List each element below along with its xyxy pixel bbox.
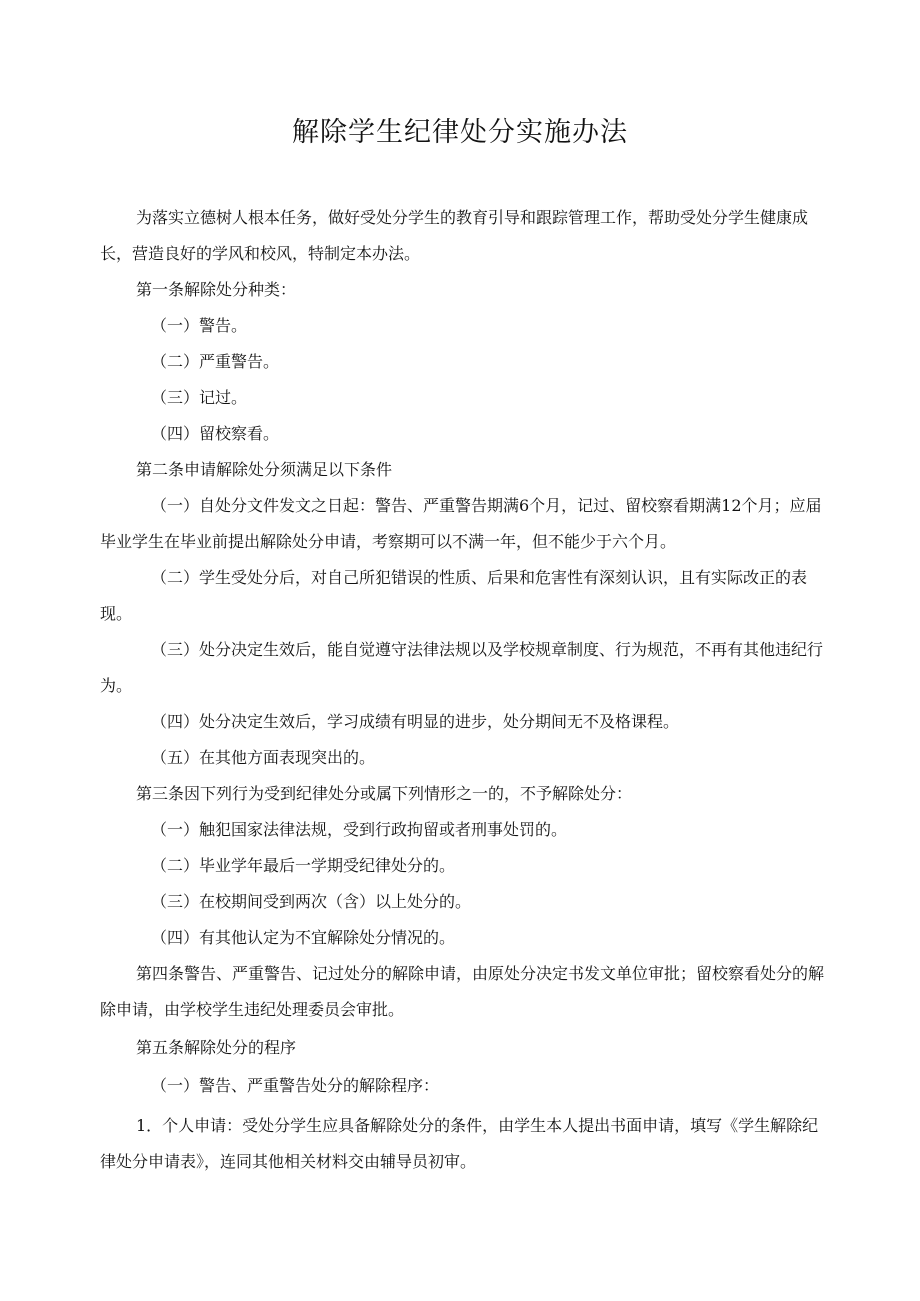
article-5-item-1: （一）警告、严重警告处分的解除程序： (151, 1076, 440, 1095)
article-3-item-2: （二）毕业学年最后一学期受纪律处分的。 (151, 856, 456, 875)
article-3-item-4: （四）有其他认定为不宜解除处分情况的。 (151, 928, 456, 947)
article-1-item-4: （四）留校察看。 (151, 424, 280, 443)
article-5-step-1: 1．个人申请：受处分学生应具备解除处分的条件，由学生本人提出书面申请，填写《学生解除纪律处分申请表》，连同其他相关材料交由辅导员初审。 (100, 1116, 819, 1171)
article-4-paragraph: 第四条警告、严重警告、记过处分的解除申请，由原处分决定书发文单位审批；留校察看处分的解除申请，由学校学生违纪处理委员会审批。 (100, 964, 825, 1019)
article-2-item-3: （三）处分决定生效后，能自觉遵守法律法规以及学校规章制度、行为规范，不再有其他违纪行为。 (100, 640, 824, 695)
article-3-heading: 第三条因下列行为受到纪律处分或属下列情形之一的，不予解除处分： (136, 784, 633, 803)
article-2-item-2: （二）学生受处分后，对自己所犯错误的性质、后果和危害性有深刻认识，且有实际改正的表现。 (100, 568, 808, 623)
article-1-heading: 第一条解除处分种类： (136, 280, 297, 299)
article-2-item-1: （一）自处分文件发文之日起：警告、严重警告期满6个月，记过、留校察看期满12个月；应届毕业学生在毕业前提出解除处分申请，考察期可以不满一年，但不能少于六个月。 (100, 496, 822, 551)
article-1-item-1: （一）警告。 (151, 316, 248, 335)
article-1-item-3: （三）记过。 (151, 388, 248, 407)
article-5-heading: 第五条解除处分的程序 (136, 1038, 297, 1057)
article-2-item-4: （四）处分决定生效后，学习成绩有明显的进步，处分期间无不及格课程。 (151, 712, 680, 731)
article-1-item-2: （二）严重警告。 (151, 352, 280, 371)
article-3-item-3: （三）在校期间受到两次（含）以上处分的。 (151, 892, 472, 911)
article-2-heading: 第二条申请解除处分须满足以下条件 (136, 460, 393, 479)
document-title: 解除学生纪律处分实施办法 (292, 117, 628, 148)
intro-paragraph: 为落实立德树人根本任务，做好受处分学生的教育引导和跟踪管理工作，帮助受处分学生健康成长，营造良好的学风和校风，特制定本办法。 (100, 208, 809, 263)
article-3-item-1: （一）触犯国家法律法规，受到行政拘留或者刑事处罚的。 (151, 820, 568, 839)
article-2-item-5: （五）在其他方面表现突出的。 (151, 748, 376, 767)
